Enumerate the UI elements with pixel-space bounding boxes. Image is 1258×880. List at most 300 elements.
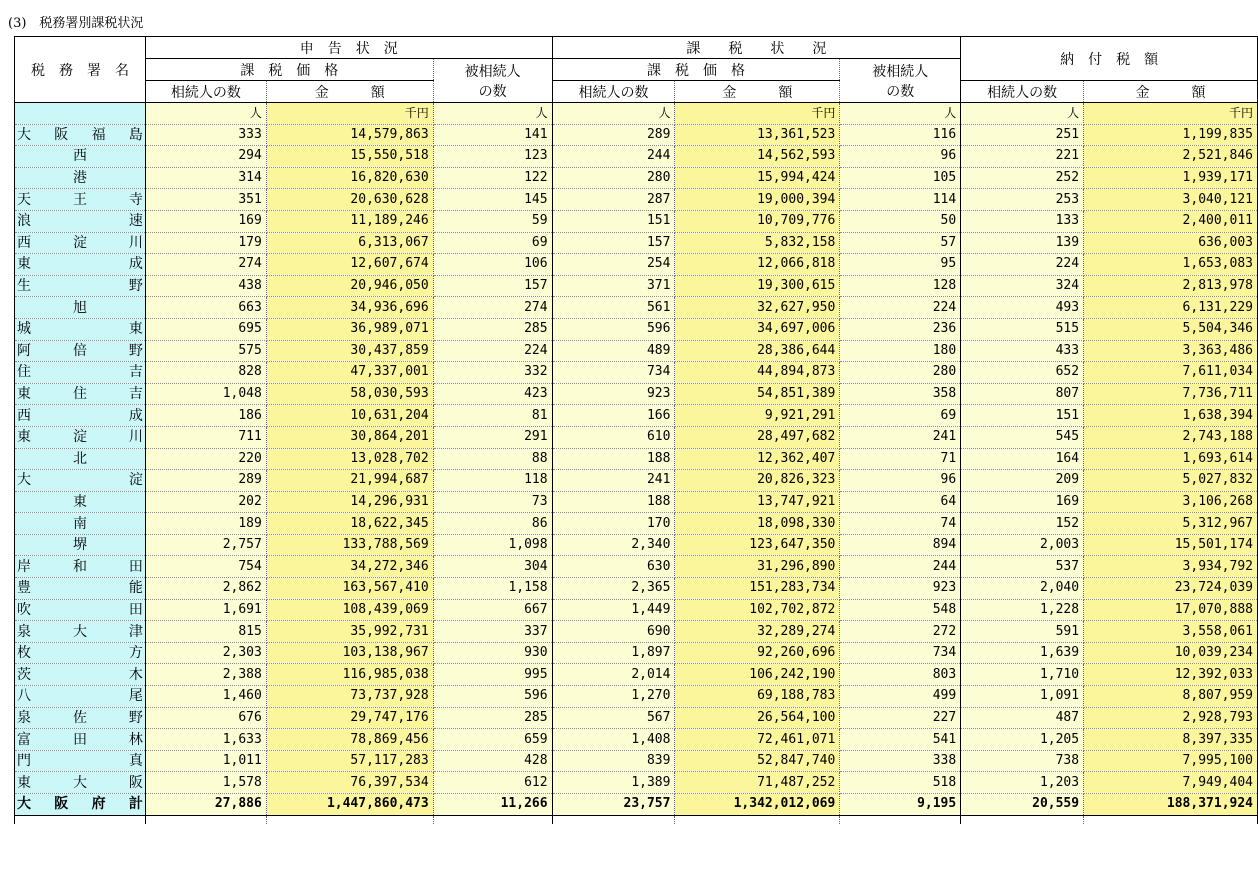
cell-d-heirs: 314 bbox=[145, 167, 266, 189]
cell-d-dec: 291 bbox=[433, 426, 552, 448]
cell-t-heirs: 166 bbox=[552, 405, 675, 427]
office-name-cell bbox=[15, 599, 146, 621]
cell-p-amount: 7,611,034 bbox=[1084, 362, 1258, 384]
table-row bbox=[15, 686, 1258, 708]
cell-t-heirs: 567 bbox=[552, 707, 675, 729]
office-name: 堺 bbox=[72, 537, 87, 554]
cell-t-amount: 10,709,776 bbox=[675, 210, 840, 232]
cell-d-amount: 103,138,967 bbox=[266, 642, 433, 664]
office-name: 城 東 bbox=[17, 321, 143, 338]
cell-d-amount: 16,820,630 bbox=[266, 167, 433, 189]
cell-t-dec: 95 bbox=[840, 254, 961, 276]
office-name: 大 阪 福 島 bbox=[17, 126, 143, 143]
cell-p-amount: 5,504,346 bbox=[1084, 318, 1258, 340]
cell-t-dec: 224 bbox=[840, 297, 961, 319]
table-row bbox=[15, 491, 1258, 513]
unit-person: 人 bbox=[433, 103, 552, 125]
office-name-cell bbox=[15, 362, 146, 384]
cell-d-dec: 106 bbox=[433, 254, 552, 276]
cell-t-amount: 123,647,350 bbox=[675, 534, 840, 556]
cell-p-heirs: 164 bbox=[961, 448, 1084, 470]
cell-t-amount: 71,487,252 bbox=[675, 772, 840, 794]
table-row bbox=[15, 664, 1258, 686]
cell-d-dec: 118 bbox=[433, 470, 552, 492]
cell-d-amount: 21,994,687 bbox=[266, 470, 433, 492]
table-row bbox=[15, 210, 1258, 232]
cell-p-heirs: 133 bbox=[961, 210, 1084, 232]
cell-d-amount: 163,567,410 bbox=[266, 578, 433, 600]
cell-p-heirs: 1,091 bbox=[961, 686, 1084, 708]
header-taxation-decedents bbox=[840, 59, 961, 103]
office-name-cell bbox=[15, 707, 146, 729]
cell-t-amount: 20,826,323 bbox=[675, 470, 840, 492]
header-taxation: 課 税 状 況 bbox=[552, 37, 961, 59]
table-row bbox=[15, 599, 1258, 621]
office-name-cell bbox=[15, 578, 146, 600]
office-name-cell bbox=[15, 470, 146, 492]
cell-t-amount: 5,832,158 bbox=[675, 232, 840, 254]
cell-d-dec: 659 bbox=[433, 729, 552, 751]
cell-t-dec: 244 bbox=[840, 556, 961, 578]
cell-d-dec: 122 bbox=[433, 167, 552, 189]
unit-person: 人 bbox=[552, 103, 675, 125]
cell-t-dec: 280 bbox=[840, 362, 961, 384]
cell-t-dec: 541 bbox=[840, 729, 961, 751]
unit-thousand-yen: 千円 bbox=[1084, 103, 1258, 125]
office-name: 八 尾 bbox=[17, 688, 143, 705]
cell-p-amount: 3,363,486 bbox=[1084, 340, 1258, 362]
cell-d-heirs: 220 bbox=[145, 448, 266, 470]
cell-t-heirs: 2,014 bbox=[552, 664, 675, 686]
header-tax-amount: 納 付 税 額 bbox=[961, 37, 1258, 81]
cell-p-amount: 1,939,171 bbox=[1084, 167, 1258, 189]
cell-t-dec: 57 bbox=[840, 232, 961, 254]
office-name-cell bbox=[15, 167, 146, 189]
cell-d-dec: 930 bbox=[433, 642, 552, 664]
cell-p-heirs: 545 bbox=[961, 426, 1084, 448]
table-title: (3) 税務署別課税状況 bbox=[8, 16, 144, 31]
cell-d-amount: 76,397,534 bbox=[266, 772, 433, 794]
cell-p-heirs: 652 bbox=[961, 362, 1084, 384]
cell-t-dec: 236 bbox=[840, 318, 961, 340]
office-name: 西 淀 川 bbox=[17, 234, 143, 251]
unit-person: 人 bbox=[840, 103, 961, 125]
cell-t-amount: 12,362,407 bbox=[675, 448, 840, 470]
cell-d-amount: 14,579,863 bbox=[266, 124, 433, 146]
cell-t-heirs: 561 bbox=[552, 297, 675, 319]
blank-cell bbox=[675, 815, 840, 824]
cell-d-heirs: 676 bbox=[145, 707, 266, 729]
cell-p-heirs: 251 bbox=[961, 124, 1084, 146]
cell-p-heirs: 324 bbox=[961, 275, 1084, 297]
cell-d-amount: 30,437,859 bbox=[266, 340, 433, 362]
cell-d-heirs: 289 bbox=[145, 470, 266, 492]
cell-d-heirs: 186 bbox=[145, 405, 266, 427]
blank-cell bbox=[1084, 815, 1258, 824]
cell-t-heirs: 23,757 bbox=[552, 794, 675, 816]
office-name-cell bbox=[15, 297, 146, 319]
cell-t-amount: 106,242,190 bbox=[675, 664, 840, 686]
header-declaration: 申 告 状 況 bbox=[145, 37, 552, 59]
cell-t-dec: 105 bbox=[840, 167, 961, 189]
cell-p-amount: 2,400,011 bbox=[1084, 210, 1258, 232]
cell-t-amount: 18,098,330 bbox=[675, 513, 840, 535]
cell-t-heirs: 1,270 bbox=[552, 686, 675, 708]
cell-d-dec: 995 bbox=[433, 664, 552, 686]
cell-d-heirs: 438 bbox=[145, 275, 266, 297]
table-row bbox=[15, 578, 1258, 600]
cell-d-amount: 73,737,928 bbox=[266, 686, 433, 708]
header-taxation-taxable-price: 課 税 価 格 bbox=[552, 59, 840, 81]
cell-p-amount: 8,807,959 bbox=[1084, 686, 1258, 708]
cell-t-amount: 32,627,950 bbox=[675, 297, 840, 319]
header-taxation-amount: 金 額 bbox=[675, 81, 840, 103]
tax-status-table bbox=[14, 36, 1258, 824]
office-name-cell bbox=[15, 189, 146, 211]
cell-t-heirs: 734 bbox=[552, 362, 675, 384]
table-row bbox=[15, 297, 1258, 319]
cell-d-heirs: 27,886 bbox=[145, 794, 266, 816]
office-name: 港 bbox=[72, 170, 87, 187]
cell-t-heirs: 151 bbox=[552, 210, 675, 232]
cell-d-heirs: 828 bbox=[145, 362, 266, 384]
cell-d-amount: 18,622,345 bbox=[266, 513, 433, 535]
blank-cell bbox=[433, 815, 552, 824]
cell-d-dec: 667 bbox=[433, 599, 552, 621]
cell-t-heirs: 188 bbox=[552, 448, 675, 470]
cell-t-amount: 12,066,818 bbox=[675, 254, 840, 276]
cell-d-amount: 15,550,518 bbox=[266, 146, 433, 168]
cell-d-heirs: 1,578 bbox=[145, 772, 266, 794]
office-name: 門 真 bbox=[17, 753, 143, 770]
office-name-cell bbox=[15, 254, 146, 276]
office-name-cell bbox=[15, 491, 146, 513]
cell-t-heirs: 170 bbox=[552, 513, 675, 535]
cell-p-heirs: 1,203 bbox=[961, 772, 1084, 794]
cell-d-heirs: 695 bbox=[145, 318, 266, 340]
cell-t-dec: 114 bbox=[840, 189, 961, 211]
table-row bbox=[15, 124, 1258, 146]
cell-p-amount: 17,070,888 bbox=[1084, 599, 1258, 621]
table-row bbox=[15, 383, 1258, 405]
cell-t-heirs: 2,365 bbox=[552, 578, 675, 600]
cell-d-amount: 47,337,001 bbox=[266, 362, 433, 384]
cell-d-dec: 224 bbox=[433, 340, 552, 362]
office-name: 東 淀 川 bbox=[17, 429, 143, 446]
table-row bbox=[15, 340, 1258, 362]
unit-thousand-yen: 千円 bbox=[266, 103, 433, 125]
office-name-cell bbox=[15, 642, 146, 664]
cell-t-heirs: 289 bbox=[552, 124, 675, 146]
office-name: 阿 倍 野 bbox=[17, 342, 143, 359]
cell-d-amount: 12,607,674 bbox=[266, 254, 433, 276]
cell-t-amount: 32,289,274 bbox=[675, 621, 840, 643]
cell-t-dec: 50 bbox=[840, 210, 961, 232]
cell-d-heirs: 575 bbox=[145, 340, 266, 362]
cell-d-amount: 11,189,246 bbox=[266, 210, 433, 232]
table-row bbox=[15, 254, 1258, 276]
cell-t-dec: 180 bbox=[840, 340, 961, 362]
cell-p-heirs: 515 bbox=[961, 318, 1084, 340]
blank-cell bbox=[145, 815, 266, 824]
header-decedents-line1: 被相続人 bbox=[872, 63, 929, 80]
cell-t-dec: 803 bbox=[840, 664, 961, 686]
office-name-cell bbox=[15, 772, 146, 794]
office-name: 枚 方 bbox=[17, 645, 143, 662]
table-row bbox=[15, 275, 1258, 297]
cell-p-amount: 1,693,614 bbox=[1084, 448, 1258, 470]
cell-t-heirs: 839 bbox=[552, 750, 675, 772]
cell-t-dec: 116 bbox=[840, 124, 961, 146]
header-decedents-line1: 被相続人 bbox=[464, 63, 521, 80]
cell-t-dec: 272 bbox=[840, 621, 961, 643]
cell-d-heirs: 294 bbox=[145, 146, 266, 168]
cell-t-amount: 13,361,523 bbox=[675, 124, 840, 146]
table-row bbox=[15, 167, 1258, 189]
table-row bbox=[15, 448, 1258, 470]
cell-p-amount: 2,743,188 bbox=[1084, 426, 1258, 448]
cell-t-heirs: 188 bbox=[552, 491, 675, 513]
cell-d-dec: 1,098 bbox=[433, 534, 552, 556]
cell-t-dec: 358 bbox=[840, 383, 961, 405]
cell-p-amount: 2,813,978 bbox=[1084, 275, 1258, 297]
cell-t-dec: 338 bbox=[840, 750, 961, 772]
office-name: 天 王 寺 bbox=[17, 191, 143, 208]
cell-p-amount: 5,312,967 bbox=[1084, 513, 1258, 535]
cell-d-heirs: 815 bbox=[145, 621, 266, 643]
cell-t-heirs: 690 bbox=[552, 621, 675, 643]
cell-p-heirs: 20,559 bbox=[961, 794, 1084, 816]
office-name-cell bbox=[15, 146, 146, 168]
cell-t-dec: 96 bbox=[840, 470, 961, 492]
cell-p-amount: 3,558,061 bbox=[1084, 621, 1258, 643]
cell-t-amount: 13,747,921 bbox=[675, 491, 840, 513]
table-body bbox=[15, 103, 1258, 824]
cell-p-heirs: 209 bbox=[961, 470, 1084, 492]
header-payment-amount: 金 額 bbox=[1084, 81, 1258, 103]
cell-t-dec: 923 bbox=[840, 578, 961, 600]
table-row bbox=[15, 556, 1258, 578]
office-name-cell bbox=[15, 318, 146, 340]
cell-d-amount: 58,030,593 bbox=[266, 383, 433, 405]
cell-p-heirs: 224 bbox=[961, 254, 1084, 276]
cell-d-amount: 1,447,860,473 bbox=[266, 794, 433, 816]
cell-p-amount: 12,392,033 bbox=[1084, 664, 1258, 686]
office-name: 東 住 吉 bbox=[17, 386, 143, 403]
header-decedents-line2: の数 bbox=[886, 83, 915, 100]
cell-p-amount: 15,501,174 bbox=[1084, 534, 1258, 556]
header-declaration-heirs: 相続人の数 bbox=[145, 81, 266, 103]
office-name-cell bbox=[15, 750, 146, 772]
cell-t-amount: 102,702,872 bbox=[675, 599, 840, 621]
cell-d-heirs: 274 bbox=[145, 254, 266, 276]
office-name-cell bbox=[15, 232, 146, 254]
cell-p-heirs: 591 bbox=[961, 621, 1084, 643]
header-payment-heirs: 相続人の数 bbox=[961, 81, 1084, 103]
cell-d-dec: 285 bbox=[433, 318, 552, 340]
cell-t-heirs: 1,897 bbox=[552, 642, 675, 664]
cell-t-amount: 28,497,682 bbox=[675, 426, 840, 448]
cell-d-amount: 29,747,176 bbox=[266, 707, 433, 729]
cell-p-heirs: 738 bbox=[961, 750, 1084, 772]
office-name-cell bbox=[15, 340, 146, 362]
office-name: 浪 速 bbox=[17, 213, 143, 230]
cell-d-dec: 69 bbox=[433, 232, 552, 254]
cell-t-heirs: 923 bbox=[552, 383, 675, 405]
cell-d-dec: 428 bbox=[433, 750, 552, 772]
cell-t-amount: 26,564,100 bbox=[675, 707, 840, 729]
cell-t-amount: 1,342,012,069 bbox=[675, 794, 840, 816]
cell-t-dec: 894 bbox=[840, 534, 961, 556]
cell-t-heirs: 287 bbox=[552, 189, 675, 211]
cell-d-dec: 145 bbox=[433, 189, 552, 211]
cell-p-heirs: 253 bbox=[961, 189, 1084, 211]
cell-p-amount: 7,995,100 bbox=[1084, 750, 1258, 772]
office-name-cell bbox=[15, 448, 146, 470]
table-row bbox=[15, 470, 1258, 492]
cell-p-amount: 1,638,394 bbox=[1084, 405, 1258, 427]
cell-d-heirs: 202 bbox=[145, 491, 266, 513]
cell-p-heirs: 493 bbox=[961, 297, 1084, 319]
office-name-cell bbox=[15, 556, 146, 578]
table-row bbox=[15, 729, 1258, 751]
cell-t-amount: 9,921,291 bbox=[675, 405, 840, 427]
cell-d-amount: 34,272,346 bbox=[266, 556, 433, 578]
blank-cell bbox=[266, 815, 433, 824]
cell-d-heirs: 711 bbox=[145, 426, 266, 448]
cell-d-amount: 13,028,702 bbox=[266, 448, 433, 470]
cell-t-amount: 31,296,890 bbox=[675, 556, 840, 578]
cell-t-dec: 69 bbox=[840, 405, 961, 427]
cell-d-heirs: 2,862 bbox=[145, 578, 266, 600]
cell-d-dec: 274 bbox=[433, 297, 552, 319]
total-row bbox=[15, 794, 1258, 816]
office-name: 西 成 bbox=[17, 407, 143, 424]
cell-d-heirs: 2,388 bbox=[145, 664, 266, 686]
cell-t-heirs: 244 bbox=[552, 146, 675, 168]
cell-d-amount: 78,869,456 bbox=[266, 729, 433, 751]
cell-p-heirs: 807 bbox=[961, 383, 1084, 405]
table-row bbox=[15, 318, 1258, 340]
office-name: 東 大 阪 bbox=[17, 774, 143, 791]
cell-p-heirs: 169 bbox=[961, 491, 1084, 513]
office-name: 西 bbox=[72, 148, 87, 165]
cell-p-amount: 3,106,268 bbox=[1084, 491, 1258, 513]
table-row bbox=[15, 426, 1258, 448]
unit-row bbox=[15, 103, 1258, 125]
cell-p-heirs: 152 bbox=[961, 513, 1084, 535]
cell-p-amount: 7,949,404 bbox=[1084, 772, 1258, 794]
cell-t-amount: 92,260,696 bbox=[675, 642, 840, 664]
office-name-cell bbox=[15, 210, 146, 232]
office-name-cell bbox=[15, 275, 146, 297]
cell-d-heirs: 754 bbox=[145, 556, 266, 578]
cell-p-amount: 2,521,846 bbox=[1084, 146, 1258, 168]
cell-p-amount: 7,736,711 bbox=[1084, 383, 1258, 405]
header-decedents-line2: の数 bbox=[478, 83, 507, 100]
cell-d-heirs: 1,633 bbox=[145, 729, 266, 751]
cell-d-dec: 81 bbox=[433, 405, 552, 427]
office-name: 生 野 bbox=[17, 278, 143, 295]
cell-t-heirs: 2,340 bbox=[552, 534, 675, 556]
office-name-cell bbox=[15, 664, 146, 686]
cell-t-heirs: 630 bbox=[552, 556, 675, 578]
cell-t-amount: 34,697,006 bbox=[675, 318, 840, 340]
office-name: 南 bbox=[72, 515, 87, 532]
cell-p-heirs: 1,639 bbox=[961, 642, 1084, 664]
unit-thousand-yen: 千円 bbox=[675, 103, 840, 125]
cell-p-amount: 5,027,832 bbox=[1084, 470, 1258, 492]
office-name: 旭 bbox=[72, 299, 87, 316]
cell-d-heirs: 1,460 bbox=[145, 686, 266, 708]
cell-d-amount: 133,788,569 bbox=[266, 534, 433, 556]
cell-d-amount: 14,296,931 bbox=[266, 491, 433, 513]
cell-p-amount: 188,371,924 bbox=[1084, 794, 1258, 816]
cell-d-amount: 108,439,069 bbox=[266, 599, 433, 621]
office-name: 富 田 林 bbox=[17, 731, 143, 748]
blank-cell bbox=[840, 815, 961, 824]
cell-p-heirs: 1,228 bbox=[961, 599, 1084, 621]
cell-t-amount: 69,188,783 bbox=[675, 686, 840, 708]
cell-t-dec: 548 bbox=[840, 599, 961, 621]
header-taxation-heirs: 相続人の数 bbox=[552, 81, 675, 103]
blank-cell bbox=[15, 815, 146, 824]
table-row bbox=[15, 707, 1258, 729]
cell-d-dec: 285 bbox=[433, 707, 552, 729]
cell-d-heirs: 333 bbox=[145, 124, 266, 146]
office-name: 大 阪 府 計 bbox=[17, 796, 143, 813]
office-name: 吹 田 bbox=[17, 601, 143, 618]
cell-p-amount: 2,928,793 bbox=[1084, 707, 1258, 729]
office-name: 北 bbox=[72, 450, 87, 467]
cell-p-heirs: 537 bbox=[961, 556, 1084, 578]
cell-p-heirs: 1,710 bbox=[961, 664, 1084, 686]
cell-d-amount: 30,864,201 bbox=[266, 426, 433, 448]
cell-t-dec: 241 bbox=[840, 426, 961, 448]
cell-t-heirs: 1,389 bbox=[552, 772, 675, 794]
office-name-cell bbox=[15, 405, 146, 427]
cell-d-heirs: 1,691 bbox=[145, 599, 266, 621]
unit-row-name-cell bbox=[15, 103, 146, 125]
cell-t-heirs: 280 bbox=[552, 167, 675, 189]
unit-person: 人 bbox=[961, 103, 1084, 125]
cell-d-dec: 596 bbox=[433, 686, 552, 708]
office-name: 岸 和 田 bbox=[17, 558, 143, 575]
cell-p-heirs: 221 bbox=[961, 146, 1084, 168]
table-row bbox=[15, 621, 1258, 643]
cell-p-heirs: 433 bbox=[961, 340, 1084, 362]
cell-t-amount: 52,847,740 bbox=[675, 750, 840, 772]
table-row bbox=[15, 534, 1258, 556]
cell-t-amount: 19,300,615 bbox=[675, 275, 840, 297]
cell-d-amount: 35,992,731 bbox=[266, 621, 433, 643]
cell-d-heirs: 189 bbox=[145, 513, 266, 535]
header-office-name: 税 務 署 名 bbox=[15, 37, 146, 103]
cell-p-amount: 3,040,121 bbox=[1084, 189, 1258, 211]
cell-d-amount: 57,117,283 bbox=[266, 750, 433, 772]
cell-t-amount: 72,461,071 bbox=[675, 729, 840, 751]
office-name: 東 bbox=[72, 493, 87, 510]
cell-p-amount: 23,724,039 bbox=[1084, 578, 1258, 600]
office-name-cell bbox=[15, 383, 146, 405]
cell-t-dec: 71 bbox=[840, 448, 961, 470]
cell-p-heirs: 2,040 bbox=[961, 578, 1084, 600]
cell-d-amount: 20,946,050 bbox=[266, 275, 433, 297]
cell-d-dec: 157 bbox=[433, 275, 552, 297]
cell-d-dec: 304 bbox=[433, 556, 552, 578]
cell-t-dec: 227 bbox=[840, 707, 961, 729]
cell-p-amount: 3,934,792 bbox=[1084, 556, 1258, 578]
